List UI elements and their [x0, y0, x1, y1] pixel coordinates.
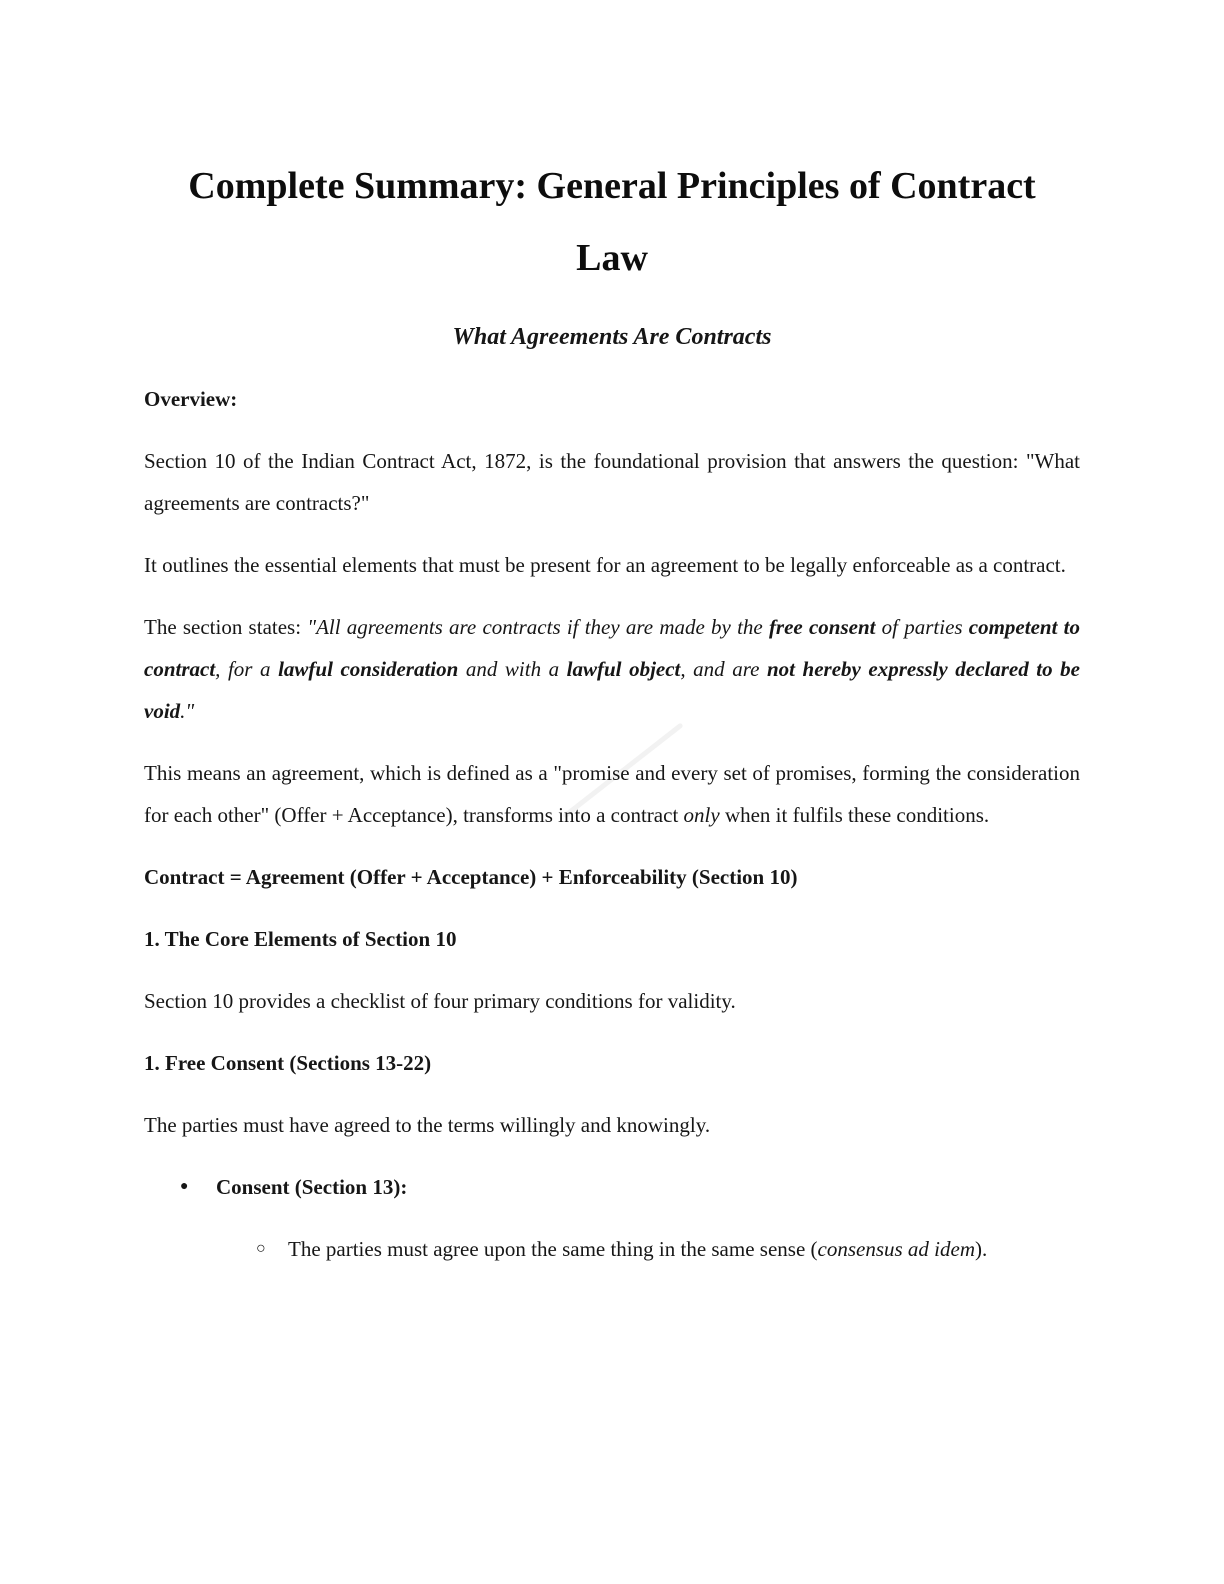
paragraph-section-quote: [144, 606, 1080, 732]
quote-bold-competent: competent to contract: [144, 615, 1080, 681]
contract-formula: Contract = Agreement (Offer + Acceptance) + Enforceability (Section 10): [144, 865, 798, 889]
bullet-consent-section13: [144, 1166, 1080, 1208]
sub-bullet-run-1: The parties must agree upon the same thing in the same sense (: [288, 1237, 818, 1261]
sub-bullet-italic-latin: consensus ad idem: [817, 1237, 975, 1261]
quote-run-5: , and are: [680, 657, 767, 681]
sub-bullet-text: [288, 1228, 1080, 1270]
paragraph-checklist: Section 10 provides a checklist of four primary conditions for validity.: [144, 989, 736, 1013]
quote-run-1: "All agreements are contracts if they are made by the: [307, 615, 769, 639]
document-title-line1: Complete Summary: General Principles of Contract: [188, 165, 1036, 207]
hollow-bullet-icon: ○: [256, 1240, 266, 1257]
heading-free-consent: 1. Free Consent (Sections 13-22): [144, 1051, 432, 1075]
paragraph-essential-elements: It outlines the essential elements that must be present for an agreement to be legally enforceable as a contract.: [144, 553, 1066, 577]
document-subtitle: What Agreements Are Contracts: [452, 324, 772, 350]
definition-italic-only: only: [683, 803, 720, 827]
paragraph-willingly: The parties must have agreed to the terms willingly and knowingly.: [144, 1113, 711, 1137]
overview-heading: Overview:: [144, 387, 238, 411]
quote-bold-not-void: not hereby expressly declared to be void: [144, 657, 1080, 723]
quote-run-6: .": [180, 699, 195, 723]
paragraph-section10-intro: Section 10 of the Indian Contract Act, 1872, is the foundational provision that answers the question: "What agreements are contracts?": [144, 449, 1080, 515]
document-title-line2: Law: [576, 237, 648, 279]
quote-run-2: of parties: [875, 615, 969, 639]
bullet-consent-label: Consent (Section 13):: [216, 1175, 408, 1199]
quote-bold-lawful-consideration: lawful consideration: [278, 657, 459, 681]
quote-bold-free-consent: free consent: [768, 615, 876, 639]
paragraph-agreement-definition: [144, 752, 1080, 836]
definition-run-1: This means an agreement, which is defined as a "promise and every set of promises, forming the consideration for each other" (Offer + Acceptance), transforms into a contract: [144, 761, 1080, 827]
heading-core-elements: 1. The Core Elements of Section 10: [144, 927, 457, 951]
quote-run-3: , for a: [215, 657, 279, 681]
definition-run-2: when it fulfils these conditions.: [719, 803, 990, 827]
sub-bullet-run-2: ).: [975, 1237, 988, 1261]
sub-bullet-consensus-ad-idem: [144, 1228, 1080, 1270]
quote-bold-lawful-object: lawful object: [566, 657, 681, 681]
quote-lead: The section states:: [144, 615, 308, 639]
document-title: [144, 150, 1080, 294]
quote-run-4: and with a: [458, 657, 567, 681]
filled-bullet-icon: ●: [180, 1179, 189, 1194]
